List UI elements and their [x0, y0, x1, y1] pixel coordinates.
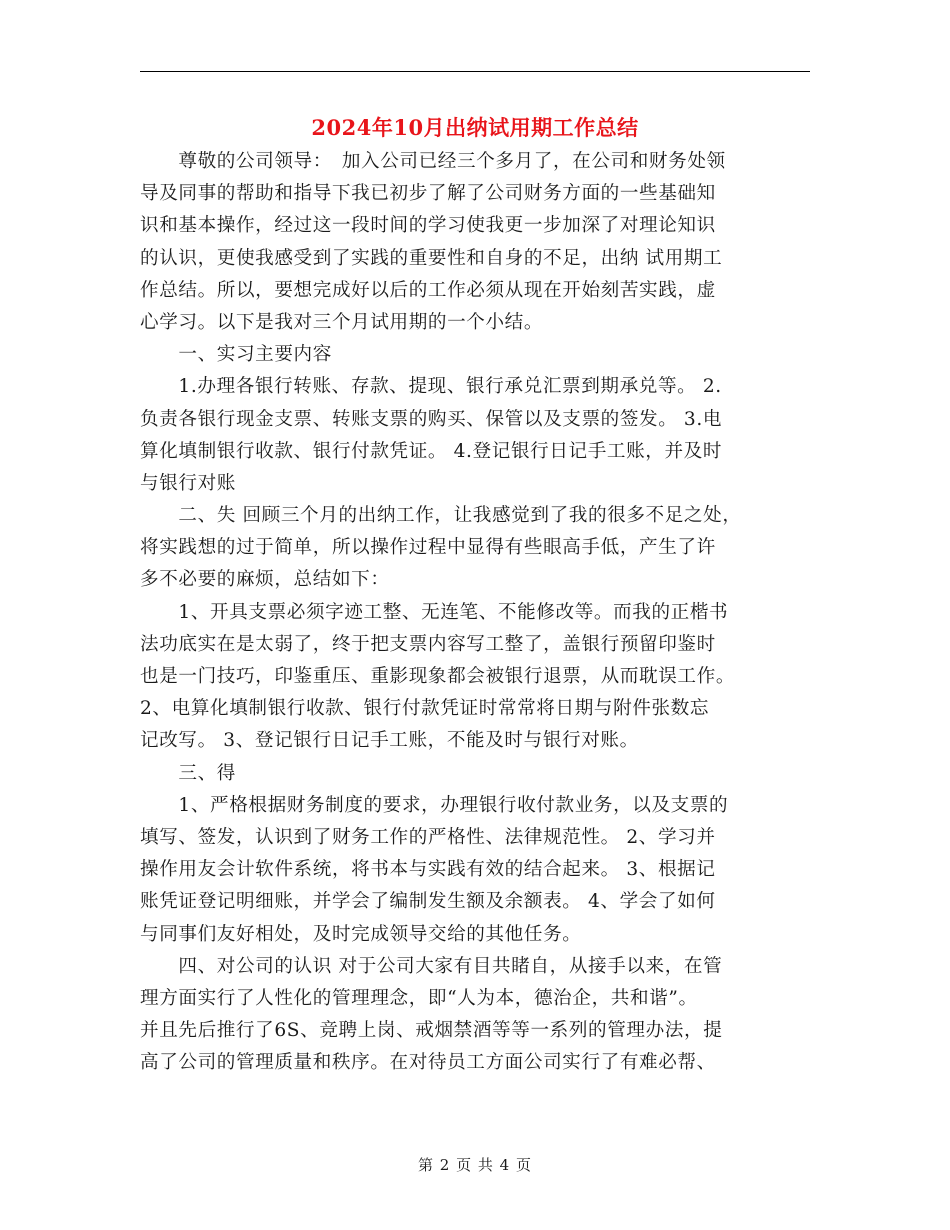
- document-title: 2024年10月出纳试用期工作总结: [311, 115, 639, 140]
- document-body: [140, 146, 812, 1079]
- body-line: 多不必要的麻烦，总结如下：: [140, 569, 390, 591]
- body-line: 识和基本操作，经过这一段时间的学习使我更一步加深了对理论知识: [140, 215, 716, 237]
- body-line: 与同事们友好相处，及时完成领导交给的其他任务。: [140, 923, 582, 945]
- body-line: 并且先后推行了6S、竞聘上岗、戒烟禁酒等等一系列的管理办法，提: [140, 1020, 723, 1042]
- body-line: 算化填制银行收款、银行付款凭证。 4.登记银行日记手工账，并及时: [140, 440, 723, 462]
- body-line: 1、开具支票必须字迹工整、无连笔、不能修改等。而我的正楷书: [140, 601, 729, 623]
- body-line: 理方面实行了人性化的管理理念，即“人为本，德治企，共和谐”。: [140, 987, 698, 1009]
- header-rule: [140, 71, 810, 72]
- body-line: 1、严格根据财务制度的要求，办理银行收付款业务，以及支票的: [140, 794, 729, 816]
- section-heading: 三、得: [140, 762, 236, 784]
- body-line: 导及同事的帮助和指导下我已初步了解了公司财务方面的一些基础知: [140, 183, 716, 205]
- body-line: 法功底实在是太弱了，终于把支票内容写工整了，盖银行预留印鉴时: [140, 633, 716, 655]
- body-line: 高了公司的管理质量和秩序。在对待员工方面公司实行了有难必帮、: [140, 1052, 716, 1074]
- body-line: 负责各银行现金支票、转账支票的购买、保管以及支票的签发。 3.电: [140, 408, 723, 430]
- body-line: 与银行对账: [140, 472, 236, 494]
- page-number: 第 2 页 共 4 页: [418, 1156, 532, 1174]
- section-heading: 一、实习主要内容: [140, 344, 332, 366]
- body-line: 心学习。以下是我对三个月试用期的一个小结。: [140, 311, 544, 333]
- body-line: 填写、签发，认识到了财务工作的严格性、法律规范性。 2、学习并: [140, 826, 716, 848]
- body-line: 操作用友会计软件系统，将书本与实践有效的结合起来。 3、根据记: [140, 859, 716, 881]
- body-line: 2、电算化填制银行收款、银行付款凭证时常常将日期与附件张数忘: [140, 698, 710, 720]
- body-line: 四、对公司的认识 对于公司大家有目共睹自，从接手以来，在管: [140, 955, 723, 977]
- body-line: 1.办理各银行转账、存款、提现、银行承兑汇票到期承兑等。 2.: [140, 376, 722, 398]
- body-line: 也是一门技巧，印鉴重压、重影现象都会被银行退票，从而耽误工作。: [140, 666, 736, 687]
- body-line: 的认识，更使我感受到了实践的重要性和自身的不足，出纳 试用期工: [140, 247, 723, 269]
- body-line: 二、失 回顾三个月的出纳工作，让我感觉到了我的很多不足之处，: [140, 505, 742, 527]
- body-line: 将实践想的过于简单，所以操作过程中显得有些眼高手低，产生了许: [140, 537, 716, 559]
- body-line: 记改写。 3、登记银行日记手工账，不能及时与银行对账。: [140, 730, 639, 752]
- body-line: 作总结。所以，要想完成好以后的工作必须从现在开始刻苦实践，虚: [140, 279, 716, 301]
- body-line: 账凭证登记明细账，并学会了编制发生额及余额表。 4、学会了如何: [140, 891, 716, 913]
- body-line: 尊敬的公司领导： 加入公司已经三个多月了，在公司和财务处领: [140, 151, 726, 172]
